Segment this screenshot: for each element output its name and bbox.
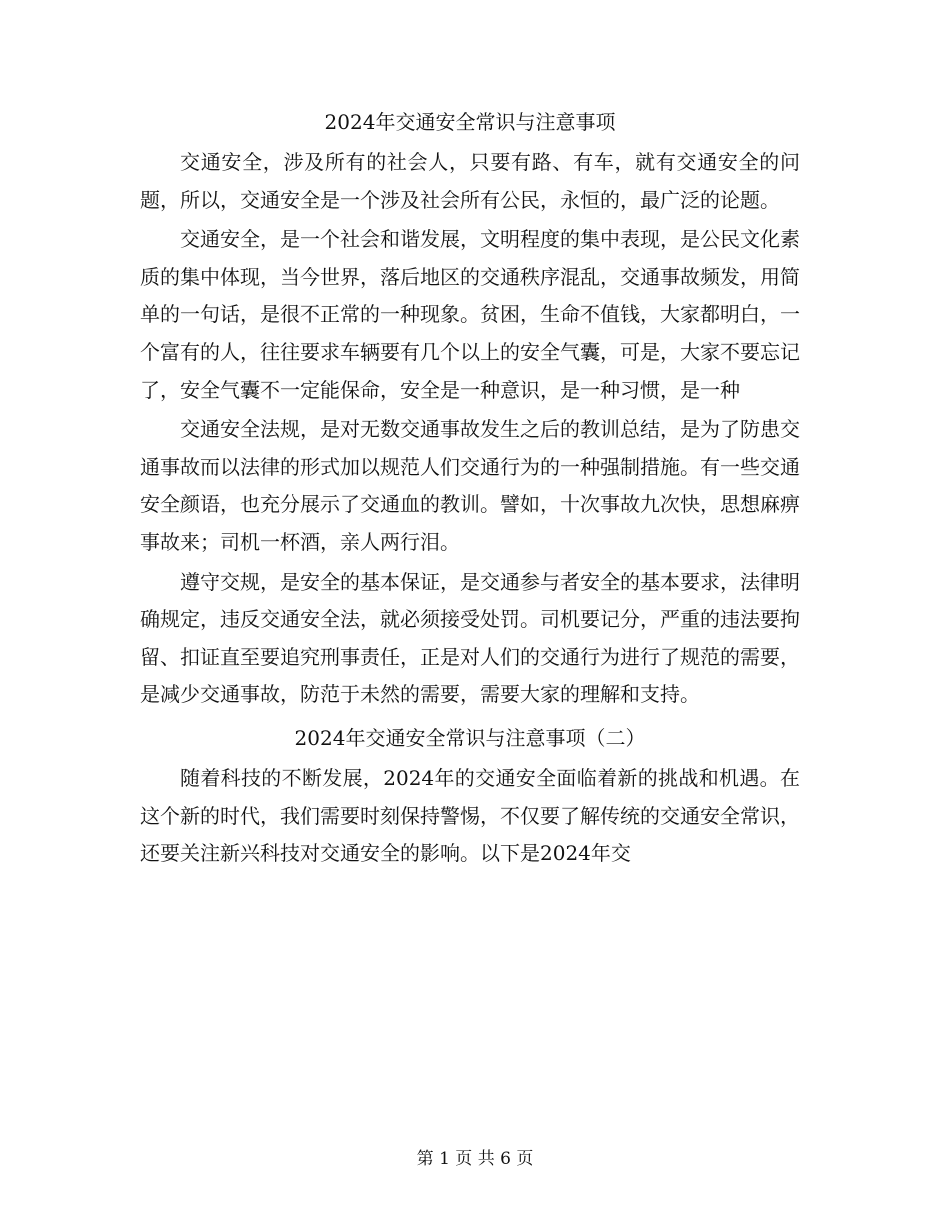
page-number-footer: 第 1 页 共 6 页 — [416, 1149, 534, 1169]
paragraph-2: 交通安全，是一个社会和谐发展，文明程度的集中表现，是公民文化素质的集中体现，当今世界，落后地区的交通秩序混乱，交通事故频发，用简单的一句话，是很不正常的一种现象。贫困，生命不值钱，大家都明白，一个富有的人，往往要求车辆要有几个以上的安全气囊，可是，大家不要忘记了，安全气囊不一定能保命，安全是一种意识，是一种习惯，是一种 — [140, 227, 800, 402]
document-body — [140, 100, 800, 875]
section-2-title: 2024年交通安全常识与注意事项（二） — [294, 725, 646, 750]
paragraph-4: 遵守交规，是安全的基本保证，是交通参与者安全的基本要求，法律明确规定，违反交通安全法，就必须接受处罚。司机要记分，严重的违法要拘留、扣证直至要追究刑事责任，正是对人们的交通行为进行了规范的需要，是减少交通事故，防范于未然的需要，需要大家的理解和支持。 — [140, 569, 800, 707]
paragraph-1: 交通安全，涉及所有的社会人，只要有路、有车，就有交通安全的问题，所以，交通安全是一个涉及社会所有公民，永恒的，最广泛的论题。 — [140, 150, 800, 212]
document-title: 2024年交通安全常识与注意事项 — [324, 110, 616, 134]
paragraph-3: 交通安全法规，是对无数交通事故发生之后的教训总结，是为了防患交通事故而以法律的形式加以规范人们交通行为的一种强制措施。有一些交通安全颜语，也充分展示了交通血的教训。譬如，十次事故九次快，思想麻痹事故来；司机一杯酒，亲人两行泪。 — [140, 417, 800, 554]
section-2-paragraph-1: 随着科技的不断发展，2024年的交通安全面临着新的挑战和机遇。在这个新的时代，我们需要时刻保持警惕，不仅要了解传统的交通安全常识，还要关注新兴科技对交通安全的影响。以下是2024年交 — [140, 765, 800, 866]
